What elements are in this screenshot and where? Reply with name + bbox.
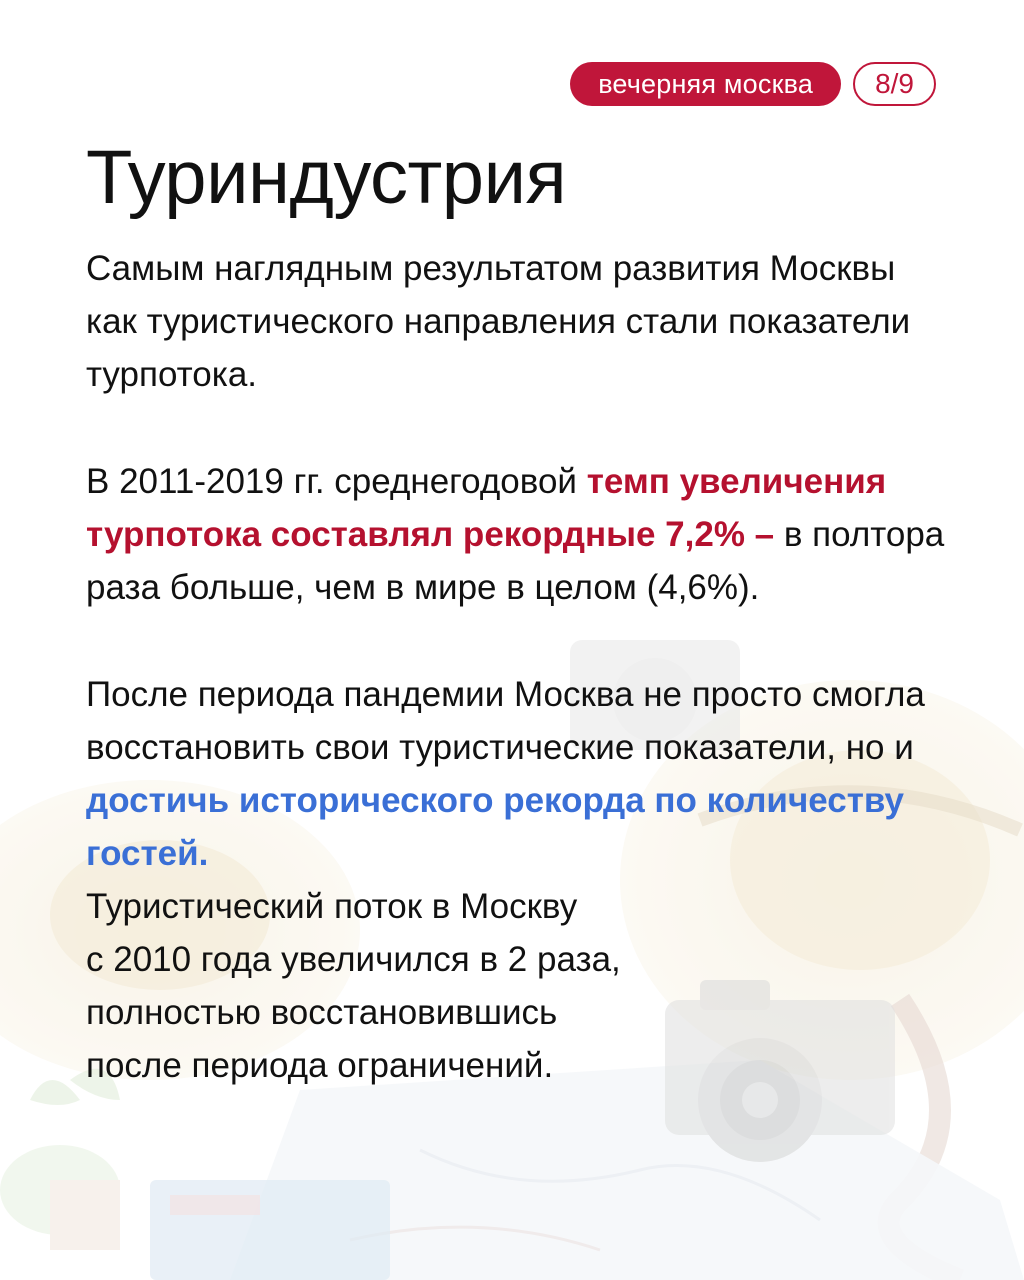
- page-title: Туриндустрия: [86, 135, 567, 220]
- growth-highlight: темп увеличения турпотока составлял рекордные 7,2% –: [86, 462, 887, 554]
- record-line-2: с 2010 года увеличился в 2 раза,: [86, 940, 621, 979]
- brand-badge: вечерняя москва: [570, 62, 841, 106]
- record-line-4: после периода ограничений.: [86, 1046, 554, 1085]
- header: [570, 62, 936, 106]
- record-text-before: После периода пандемии Москва не просто смогла восстановить свои туристические показатели, но и: [86, 675, 925, 767]
- growth-text-after: в полтора раза больше, чем в мире в целом (4,6%).: [86, 515, 945, 607]
- page-counter: 8/9: [853, 62, 936, 106]
- record-line-3: полностью восстановившись: [86, 993, 558, 1032]
- growth-text-before: В 2011-2019 гг. среднегодовой: [86, 462, 587, 501]
- article-content: [86, 132, 946, 1146]
- record-line-1: Туристический поток в Москву: [86, 887, 578, 926]
- paragraph-intro: Самым наглядным результатом развития Москвы как туристического направления стали показатели турпотока.: [86, 249, 911, 394]
- paragraph-growth-rate: [86, 455, 946, 614]
- paragraph-record: [86, 668, 946, 1092]
- record-highlight: достичь исторического рекорда по количеству гостей.: [86, 781, 904, 873]
